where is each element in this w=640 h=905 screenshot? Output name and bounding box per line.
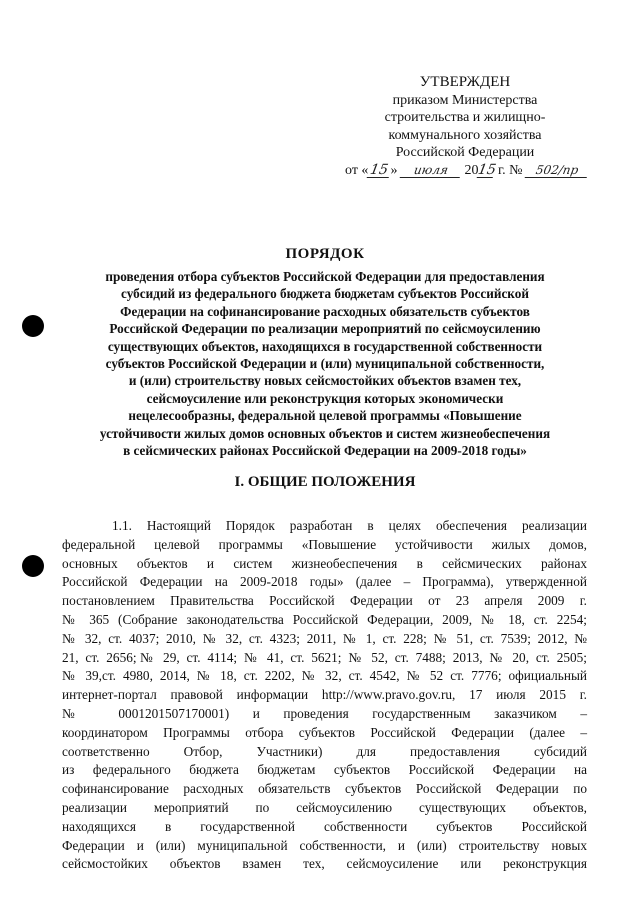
subtitle-line: в сейсмических районах Российской Федерации на 2009-2018 годы» (123, 443, 527, 459)
paragraph-line: № 365 (Собрание законодательства Российской Федерации, 2009, № 18, ст. 2254; (62, 611, 587, 627)
paragraph-line: из федерального бюджета бюджетам субъектов Российской Федерации на (62, 762, 587, 778)
subtitle-line: сейсмоусиление или реконструкция которых экономически (146, 390, 504, 406)
approval-date-line (345, 162, 585, 180)
approval-line: Российской Федерации (395, 145, 535, 160)
paragraph-line: Федерации и (или) муниципальной собственности, и (или) строительству новых (62, 837, 587, 853)
document-title: ПОРЯДОК (285, 246, 365, 262)
paragraph-line: № 32, ст. 4037; 2010, № 32, ст. 4323; 2011, № 1, ст. 228; № 51, ст. 7539; 2012, № (62, 630, 587, 646)
order-number: 502/пр (525, 163, 590, 178)
punch-hole-bottom (22, 555, 44, 577)
paragraph-line: 21, ст. 2656;№ 29, ст. 4114; № 41, ст. 5621; № 52, ст. 7488; 2013, № 20, ст. 2505; (62, 649, 587, 665)
subtitle-line: существующих объектов, находящихся в государственной собственности (107, 338, 543, 354)
subtitle-line: Российской Федерации по реализации мероприятий по сейсмоусилению (109, 321, 541, 337)
date-day: 15 (367, 163, 392, 178)
subtitle-line: проведения отбора субъектов Российской Федерации для предоставления (105, 269, 545, 284)
paragraph-line: № 0001201507170001) и проведения государственным заказчиком – (62, 705, 587, 721)
year-prefix: 20 (464, 162, 479, 178)
subtitle-line: и (или) строительству новых сейсмостойких объектов взамен тех, (128, 373, 522, 389)
subtitle-line: нецелесообразны, федеральной целевой программы «Повышение (128, 408, 522, 424)
approval-line: строительства и жилищно- (384, 110, 546, 125)
date-month: июля (400, 163, 463, 178)
paragraph-line: федеральной целевой программы «Повышение устойчивости жилых домов, (62, 536, 587, 552)
year-suffix: 15 (477, 161, 498, 178)
number-prefix: г. № (497, 162, 523, 178)
date-prefix: от « (345, 162, 369, 178)
paragraph-1-1 (62, 517, 587, 874)
paragraph-line: основных объектов и систем жизнеобеспечения в сейсмических районах (62, 555, 587, 571)
paragraph-line: софинансирование расходных обязательств субъектов Российской Федерации по (62, 781, 587, 797)
punch-hole-top (22, 315, 44, 337)
approval-line: приказом Министерства (392, 92, 538, 108)
paragraph-line: Российской Федерации на 2009-2018 годы» (далее – Программа), утвержденной (62, 574, 587, 590)
paragraph-line: сейсмостойких объектов взамен тех, сейсмоусиление или реконструкция (62, 856, 587, 872)
paragraph-line: координатором Программы отбора субъектов Российской Федерации (далее – (62, 724, 587, 740)
date-mid: » (390, 162, 398, 178)
document-subtitle (60, 268, 590, 459)
paragraph-line: № 39,ст. 4980, 2014, № 18, ст. 2202, № 32, ст. 4542, № 52 ст. 7776; официальный (62, 668, 587, 684)
approval-title: УТВЕРЖДЕН (419, 74, 511, 90)
paragraph-line: постановлением Правительства Российской Федерации от 23 апреля 2009 г. (62, 593, 587, 609)
subtitle-line: субсидий из федерального бюджета бюджетам субъектов Российской (121, 286, 529, 302)
paragraph-line: соответственно Отбор, Участники) для предоставления субсидий (62, 743, 587, 759)
approval-line: коммунального хозяйства (388, 127, 542, 143)
paragraph-line: 1.1. Настоящий Порядок разработан в целях обеспечения реализации (112, 518, 587, 533)
approval-stamp-block (345, 74, 585, 179)
subtitle-line: устойчивости жилых домов основных объектов и систем жизнеобеспечения (99, 425, 551, 441)
paragraph-line: реализации мероприятий по сейсмоусилению существующих объектов, (62, 799, 587, 815)
subtitle-line: субъектов Российской Федерации и (или) муниципальной собственности, (105, 356, 545, 372)
paragraph-line: находящихся в государственной собственности субъектов Российской (62, 818, 587, 834)
subtitle-line: Федерации на софинансирование расходных обязательств субъектов (120, 303, 530, 319)
section-heading: I. ОБЩИЕ ПОЛОЖЕНИЯ (234, 474, 416, 490)
paragraph-line: интернет-портал правовой информации http://www.pravo.gov.ru, 17 июля 2015 г. (62, 687, 587, 703)
